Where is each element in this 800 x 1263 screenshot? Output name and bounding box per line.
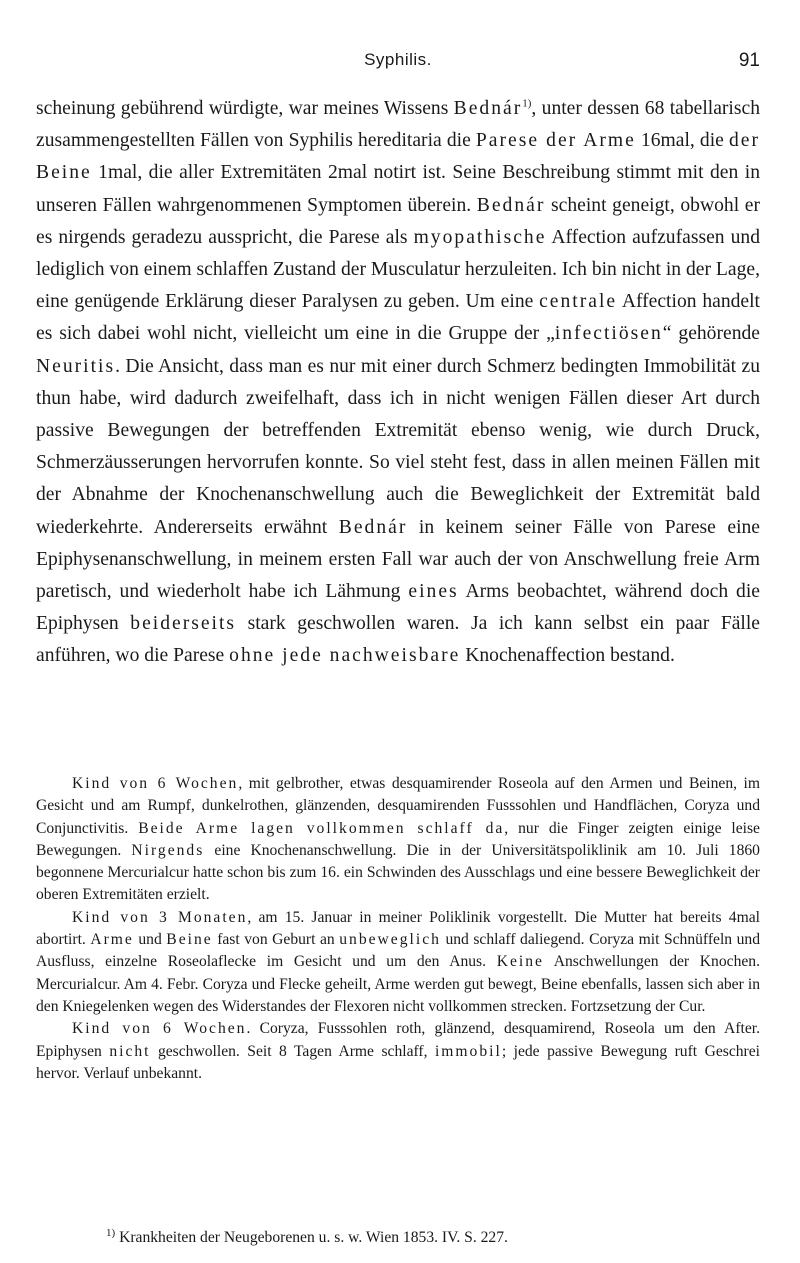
footnote-ref: 1) [522, 97, 532, 110]
page-number: 91 [738, 50, 760, 71]
case-reports [36, 773, 760, 1085]
text-run: scheint geneigt, obwohl er es nirgends geradezu ausspricht, die Parese als [36, 194, 760, 248]
text-run: , nur die Finger zeigten einige leise Bewegungen. [36, 819, 760, 859]
author-name: Bednár [338, 516, 408, 538]
text-run: in keinem seiner Fälle von Parese eine Epiphysenanschwellung, in meinem ersten Fall war auch der von Anschwellung freie Arm paretisch, und wiederholt habe ich Lähmung [36, 516, 761, 603]
emphasis: centrale [539, 291, 618, 313]
main-text [36, 93, 760, 673]
emphasis: immobil [434, 1042, 502, 1060]
case-lead: Kind von 6 Wochen [72, 775, 239, 792]
text-run: Affection handelt es sich dabei wohl nicht, vielleicht um eine in die Gruppe der „ [36, 291, 760, 345]
text-run: . Coryza, Fusssohlen roth, glänzend, desquamirend, Roseola um den After. Epiphysen [36, 1020, 760, 1060]
author-name: Bednár [476, 194, 546, 216]
emphasis: der Beine [36, 130, 761, 184]
author-name: Bednár [453, 98, 523, 119]
text-run: scheinung gebührend würdigte, war meines Wissens [36, 98, 454, 119]
emphasis: nicht [109, 1042, 151, 1060]
running-head: Syphilis. [364, 50, 432, 69]
emphasis: unbeweglich [339, 931, 441, 949]
text-run: , am 15. Januar in meiner Poliklinik vorgestellt. Die Mutter hat bereits 4mal abortirt. [36, 908, 760, 949]
case-report [36, 773, 760, 907]
emphasis: ohne jede nachweisbare [229, 645, 461, 667]
text-run: Anschwellungen der Knochen. Mercurialcur. Am 4. Febr. Coryza und Flecke geheilt, Arme werden gut bewegt, Beine ebenfalls, lassen sich aber in den Kniegelenken wegen des Widerstandes der Flexoren nicht vollkommen strecken. Fortzsetzung der Cur. [36, 953, 760, 1015]
case-report [36, 907, 760, 1018]
footnote-mark: 1) [106, 1226, 116, 1239]
case-lead: Kind von 6 Wochen [72, 1020, 247, 1038]
text-run: und schlaff daliegend. Coryza mit Schnüffeln und Ausfluss, einzelne Roseolaflecke im Gesicht und um den Anus. [36, 931, 761, 971]
footnote [36, 1228, 760, 1248]
emphasis: Neuritis [36, 355, 116, 377]
text-run: “ gehörende [662, 323, 760, 345]
text-run: stark geschwollen waren. Ja ich kann selbst ein paar Fälle anführen, wo die Parese [36, 613, 760, 667]
emphasis: eines [408, 581, 459, 603]
text-run: ; jede passive Bewegung ruft Geschrei hervor. Verlauf unbekannt. [36, 1042, 761, 1082]
emphasis: Keine [496, 953, 544, 971]
emphasis: Nirgends [131, 841, 205, 859]
text-run: eine Knochenanschwellung. Die in der Universitätspoliklinik am 10. Juli 1860 begonnene Mercurialcur hatte schon bis zum 16. ein Schwinden des Ausschlags und eine bessere Beweglichkeit der oberen Extremitäten erzielt. [36, 841, 760, 904]
emphasis: Arme [90, 931, 134, 949]
emphasis: Beine [166, 931, 213, 949]
text-run: , mit gelbrother, etwas desquamirender Roseola auf den Armen und Beinen, im Gesicht und am Rumpf, dunkelrothen, glänzenden, desquamirenden Fusssohlen und Handflächen, Coryza und Conjunctivitis. [36, 775, 760, 837]
text-run: und [133, 931, 167, 949]
text-run: , unter dessen 68 tabellarisch zusammengestellten Fällen von Syphilis hereditaria die [36, 98, 760, 152]
text-run: fast von Geburt an [212, 931, 340, 949]
main-paragraph [36, 93, 760, 673]
text-run: 16mal, die [635, 130, 729, 152]
text-run: Affection aufzufassen und lediglich von einem schlaffen Zustand der Musculatur herzuleiten. Ich bin nicht in der Lage, eine genügende Erklärung dieser Paralysen zu geben. Um eine [36, 226, 760, 313]
text-run: 1mal, die aller Extremitäten 2mal notirt ist. Seine Beschreibung stimmt mit den in unseren Fällen wahrgenommenen Symptomen überein. [36, 162, 760, 216]
text-run: geschwollen. Seit 8 Tagen Arme schlaff, [150, 1042, 435, 1060]
emphasis: beiderseits [130, 613, 237, 635]
emphasis: Beide Arme lagen vollkommen schlaff da [138, 819, 505, 837]
emphasis: infectiösen [554, 323, 663, 345]
case-lead: Kind von 3 Monaten [72, 908, 248, 926]
case-report [36, 1018, 760, 1085]
text-run: . Die Ansicht, dass man es nur mit einer durch Schmerz bedingten Immobilität zu thun habe, wird dadurch zweifelhaft, dass ich in nicht wenigen Fällen dieser Art durch passive Bewegungen der betreffenden Extremität ebenso wenig, wie durch Druck, Schmerzäusserungen hervorrufen konnte. So viel steht fest, dass in allen meinen Fällen mit der Abnahme der Knochenanschwellung auch die Beweglichkeit der Extremität bald wiederkehrte. Andererseits erwähnt [36, 355, 760, 538]
text-run: Knochenaffection bestand. [460, 645, 675, 667]
text-run: Arms beobachtet, während doch die Epiphysen [36, 581, 760, 635]
emphasis: Parese der Arme [475, 130, 636, 152]
emphasis: myopathische [413, 226, 547, 248]
footnote-text: Krankheiten der Neugeborenen u. s. w. Wien 1853. IV. S. 227. [115, 1229, 508, 1246]
page-header [36, 50, 760, 80]
